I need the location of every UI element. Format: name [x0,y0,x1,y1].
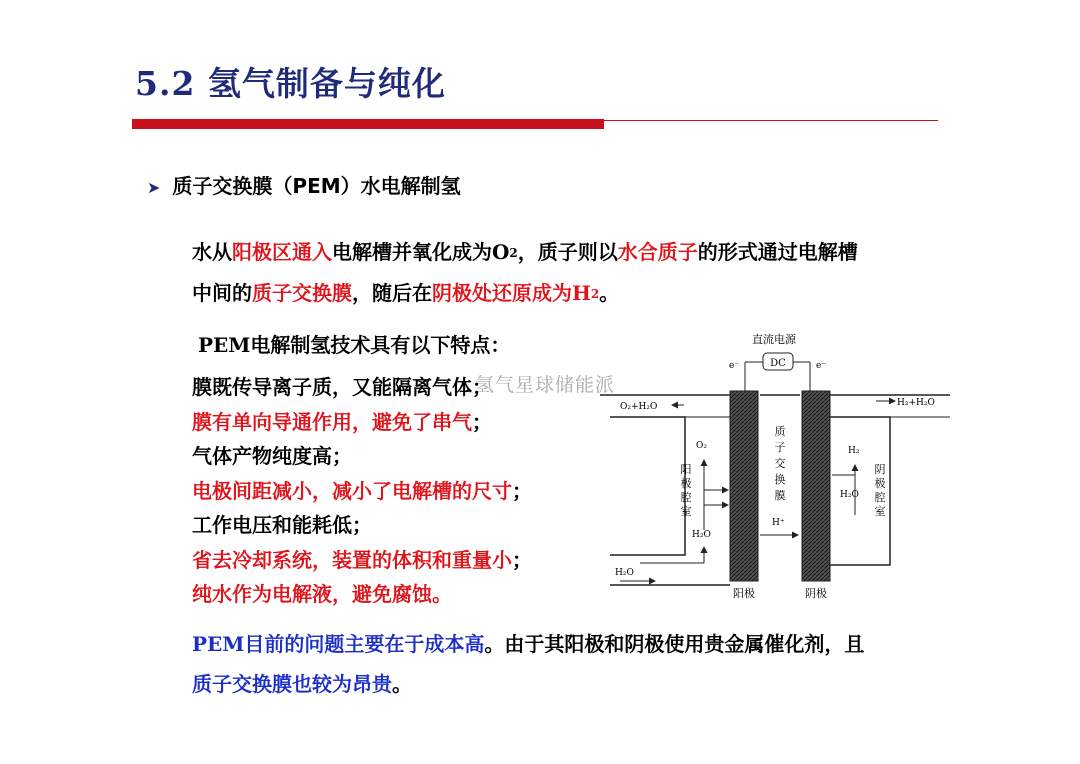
list-item [192,543,532,578]
blue-run: 目前的问题主要在于成本高 [244,632,485,656]
blue-run: 质子交换膜也较为昂贵 [192,672,392,696]
bullet-heading [147,170,461,199]
list-item-text: 纯水作为电解液，避免腐蚀。 [192,582,452,606]
text-run: 。 [392,672,412,696]
formula-o2: O [492,240,510,264]
highlight-run: 阳极区通入 [232,240,332,264]
list-item-text: 省去冷却系统，装置的体积和重量小 [192,547,512,572]
feature-list [192,370,532,612]
cathode-chamber-char: 腔 [874,491,886,504]
list-item-suffix: ； [512,547,532,572]
cathode-label: 阴极 [805,587,827,600]
text-run: ，随后在 [352,281,432,305]
intro-line-2 [192,273,982,314]
title-underline-bar [132,119,604,129]
text-run: ，质子则以 [517,240,618,264]
h2o-inlet: H₂O [615,568,634,578]
cathode-electrode [802,391,830,581]
intro-paragraph [192,232,982,314]
membrane-char: 膜 [774,489,786,502]
anode-chamber-char: 阳 [680,463,692,476]
membrane-char: 子 [774,441,786,454]
intro-line-1 [192,232,982,273]
list-item [192,439,532,474]
bullet-text: 质子交换膜（PEM）水电解制氢 [172,174,461,198]
pem-electrolyzer-diagram [600,325,950,605]
section-number: 5.2 [135,64,196,103]
text-run: 。 [599,281,620,305]
text-run: 电解槽并氧化成为 [332,240,492,264]
list-item [192,474,532,509]
membrane-char: 换 [774,473,786,486]
text-run: 水从 [192,240,232,264]
text-run: 中间的 [192,281,252,305]
section-title: 氢气制备与纯化 [207,64,446,103]
formula-h2: H [572,281,591,305]
o2-h2o-out: O₂+H₂O [620,402,658,412]
list-item [192,405,532,440]
conclusion-paragraph [192,624,982,704]
o2-label: O₂ [696,441,707,451]
list-item [192,370,532,405]
arrow-bullet-icon: ➤ [147,178,161,197]
anode-chamber-char: 室 [680,505,692,518]
anode-electrode [730,391,758,581]
list-item-text: 电极间距减小，减小了电解槽的尺寸 [192,478,512,503]
list-item-suffix: ； [512,478,532,503]
subscript: 2 [590,287,600,301]
list-item-text: 工作电压和能耗低； [192,513,372,537]
cathode-chamber-char: 室 [874,505,886,518]
list-item [192,577,532,612]
list-item-text: 气体产物纯度高； [192,444,352,468]
anode-chamber-char: 腔 [680,491,692,504]
h2-h2o-out: H₂+H₂O [897,398,935,408]
features-title [198,329,510,358]
h2-label: H₂ [848,446,860,456]
cathode-chamber-char: 阴 [874,463,886,476]
conclusion-line-2 [192,664,982,704]
proton-label: H⁺ [772,518,785,528]
watermark: 氢气星球储能派 [475,374,616,396]
page-title [135,58,446,105]
text-run: 。由于其阳极和阴极使用贵金属催化剂，且 [484,632,865,656]
power-label: 直流电源 [752,333,796,346]
highlight-run: 质子交换膜 [252,281,352,305]
membrane-char: 交 [774,457,786,470]
list-item-suffix: ； [472,409,492,434]
list-item [192,508,532,543]
pem-label: PEM [198,333,251,357]
electron-left: e⁻ [729,361,740,371]
features-title-text: 电解制氢技术具有以下特点： [250,333,511,357]
dc-label: DC [770,358,786,369]
anode-label: 阳极 [733,587,755,600]
membrane-char: 质 [774,425,786,438]
cathode-chamber-char: 极 [874,477,886,490]
highlight-run: 水合质子 [617,240,698,264]
highlight-run: 阴极处还原成为 [432,281,572,305]
conclusion-line-1 [192,624,982,664]
h2o-right-label: H₂O [840,490,859,500]
subscript: 2 [509,246,518,260]
text-run: 的形式通过电解槽 [697,240,858,264]
list-item-text: 膜既传导离子质，又能隔离气体； [192,375,492,399]
anode-chamber-char: 极 [680,477,692,490]
electron-right: e⁻ [816,361,827,371]
h2o-mid-label: H₂O [692,530,711,540]
pem-label: PEM [192,632,245,656]
list-item-text: 膜有单向导通作用，避免了串气 [192,409,472,434]
title-underline-line [604,120,938,121]
